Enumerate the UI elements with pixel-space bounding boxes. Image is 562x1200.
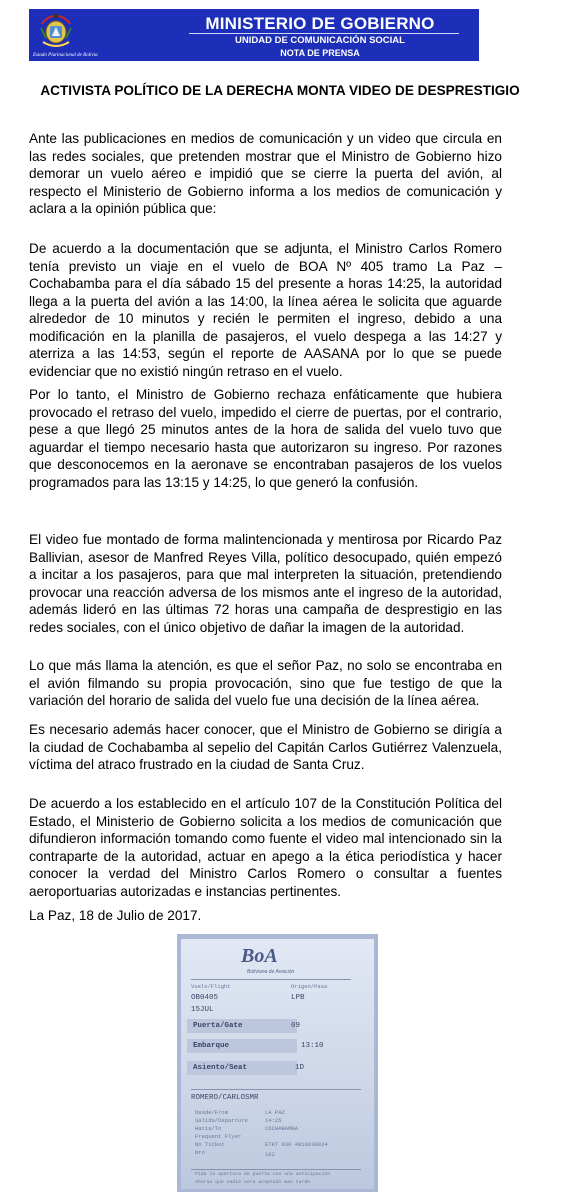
origin-code: LPB (291, 994, 305, 1002)
pass-divider (191, 979, 351, 980)
gate-label: Puerta/Gate (193, 1022, 243, 1030)
flight-date: 15JUL (191, 1006, 214, 1014)
paragraph-7: De acuerdo a los establecido en el artículo 107 de la Constitución Política del Estado, el Ministerio de Gobierno solicita a los medios de comunicación que difundieron información tomando como fuente el video mal intencionado sin la contraparte de la autoridad, actuar en apego a la ética periodística y hacer conocer la verdad del Ministro Carlos Romero o consultar a fuentes aeroportuarias autorizadas e instancias pertinentes. (29, 796, 502, 899)
from-label: Desde/From (195, 1109, 229, 1116)
paragraph-2: De acuerdo a la documentación que se adjunta, el Ministro Carlos Romero tenía previsto un viaje en el vuelo de BOA Nº 405 tramo La Paz – Cochabamba para el día sábado 15 del presente a horas 14:25, la autoridad llega a la puerta del avión a las 14:00, la línea aérea le solicita que aguarde alrededor de 10 minutos y recién le permiten el ingreso, debido a una modificación en la planilla de pasajeros, el vuelo despega a las 14:27 y aterriza a las 14:53, según el reporte de AASANA por lo que se puede evidenciar que no existió ningún retraso en el vuelo. (29, 241, 502, 379)
header-divider (189, 33, 459, 34)
frequent-flyer-label: Frequent Flyer (195, 1133, 242, 1140)
boa-logo-caption: Boliviana de Aviación (247, 969, 295, 975)
flight-number: OB0405 (191, 994, 219, 1002)
departure-value: 14:25 (265, 1117, 282, 1124)
ticket-label: No Ticket (195, 1141, 225, 1148)
paragraph-3: Por lo tanto, el Ministro de Gobierno rechaza enfáticamente que hubiera provocado el retraso del vuelo, impedido el cierre de puertas, por el contrario, pese a que llegó 25 minutos antes de la hora de salida del vuelo tuvo que aguardar el tiempo necesario hasta que autorizaron su ingreso. Por razones que desconocemos en la aeronave se encontraban pasajeros de los vuelos programados para las 13:15 y 14:25, lo que generó la confusión. (29, 387, 502, 490)
to-label: Hacia/To (195, 1125, 222, 1132)
date-line: La Paz, 18 de Julio de 2017. (29, 908, 202, 923)
flight-label: Vuelo/Flight (191, 983, 231, 990)
pass-footer-2: Ahoraa que nadie sera aceptado mas tarde (195, 1180, 311, 1185)
departure-label: Salida/Departure (195, 1117, 248, 1124)
boa-logo: BoA (241, 945, 278, 967)
pass-divider (191, 1089, 361, 1090)
unit-name: UNIDAD DE COMUNICACIÓN SOCIAL (235, 35, 405, 46)
seat-label: Asiento/Seat (193, 1064, 248, 1072)
coat-of-arms-icon (37, 12, 75, 50)
paragraph-1: Ante las publicaciones en medios de comunicación y un video que circula en las redes sociales, que pretenden mostrar que el Ministro de Gobierno hizo demorar un vuelo aéreo e impidió que se cierre la puerta del avión, al respecto el Ministerio de Gobierno informa a los medios de comunicación y aclara a la opinión pública que: (29, 131, 502, 216)
press-note-label: NOTA DE PRENSA (280, 48, 360, 58)
boarding-box (187, 1039, 297, 1053)
from-value: LA PAZ (265, 1109, 285, 1116)
paragraph-4: El video fue montado de forma malintencionada y mentirosa por Ricardo Paz Ballivian, asesor de Manfred Reyes Villa, político desocupado, quién empezó a incitar a los pasajeros, para que mal interpreten la situación, pretendiendo provocar una reacción adversa de los mismos ante el ingreso de la autoridad, además lideró en las últimas 72 horas una campaña de desprestigio en las redes sociales, con el único objetivo de dañar la imagen de la autoridad. (29, 532, 502, 635)
gate-value: 09 (291, 1022, 301, 1030)
document-title: ACTIVISTA POLÍTICO DE LA DERECHA MONTA VIDEO DE DESPRESTIGIO (40, 83, 520, 98)
gate-box (187, 1019, 297, 1033)
seal-caption: Estado Plurinacional de Bolivia (33, 53, 98, 58)
ministry-name: MINISTERIO DE GOBIERNO (205, 14, 435, 33)
passenger-name: ROMERO/CARLOSMR (191, 1094, 259, 1102)
boarding-pass-paper (181, 939, 374, 1189)
nro-value: 102 (265, 1151, 275, 1158)
boarding-time: 13:10 (301, 1042, 324, 1050)
paragraph-5: Lo que más llama la atención, es que el señor Paz, no solo se encontraba en el avión filmando su propia provocación, sino que fue testigo de que la variación del horario de salida del vuelo fue una decisión de la línea aérea. (29, 658, 502, 708)
paragraph-6: Es necesario además hacer conocer, que el Ministro de Gobierno se dirigía a la ciudad de Cochabamba al sepelio del Capitán Carlos Gutiérrez Valenzuela, víctima del atraco frustrado en la ciudad de Santa Cruz. (29, 722, 502, 772)
seat-box (187, 1061, 297, 1075)
origin-label: Origen/Pasa (291, 983, 328, 990)
boarding-label: Embarque (193, 1042, 230, 1050)
press-header-banner (29, 9, 479, 61)
seat-value: 1D (295, 1064, 305, 1072)
to-value: COCHABAMBA (265, 1125, 299, 1132)
ticket-number: ETKT 930 4918630024 (265, 1141, 328, 1148)
nro-label: Nro (195, 1149, 205, 1156)
pass-footer-1: Pida la apertura de puerta con una anticipación (195, 1172, 331, 1177)
pass-divider (191, 1169, 361, 1170)
boarding-pass-photo (177, 934, 378, 1192)
